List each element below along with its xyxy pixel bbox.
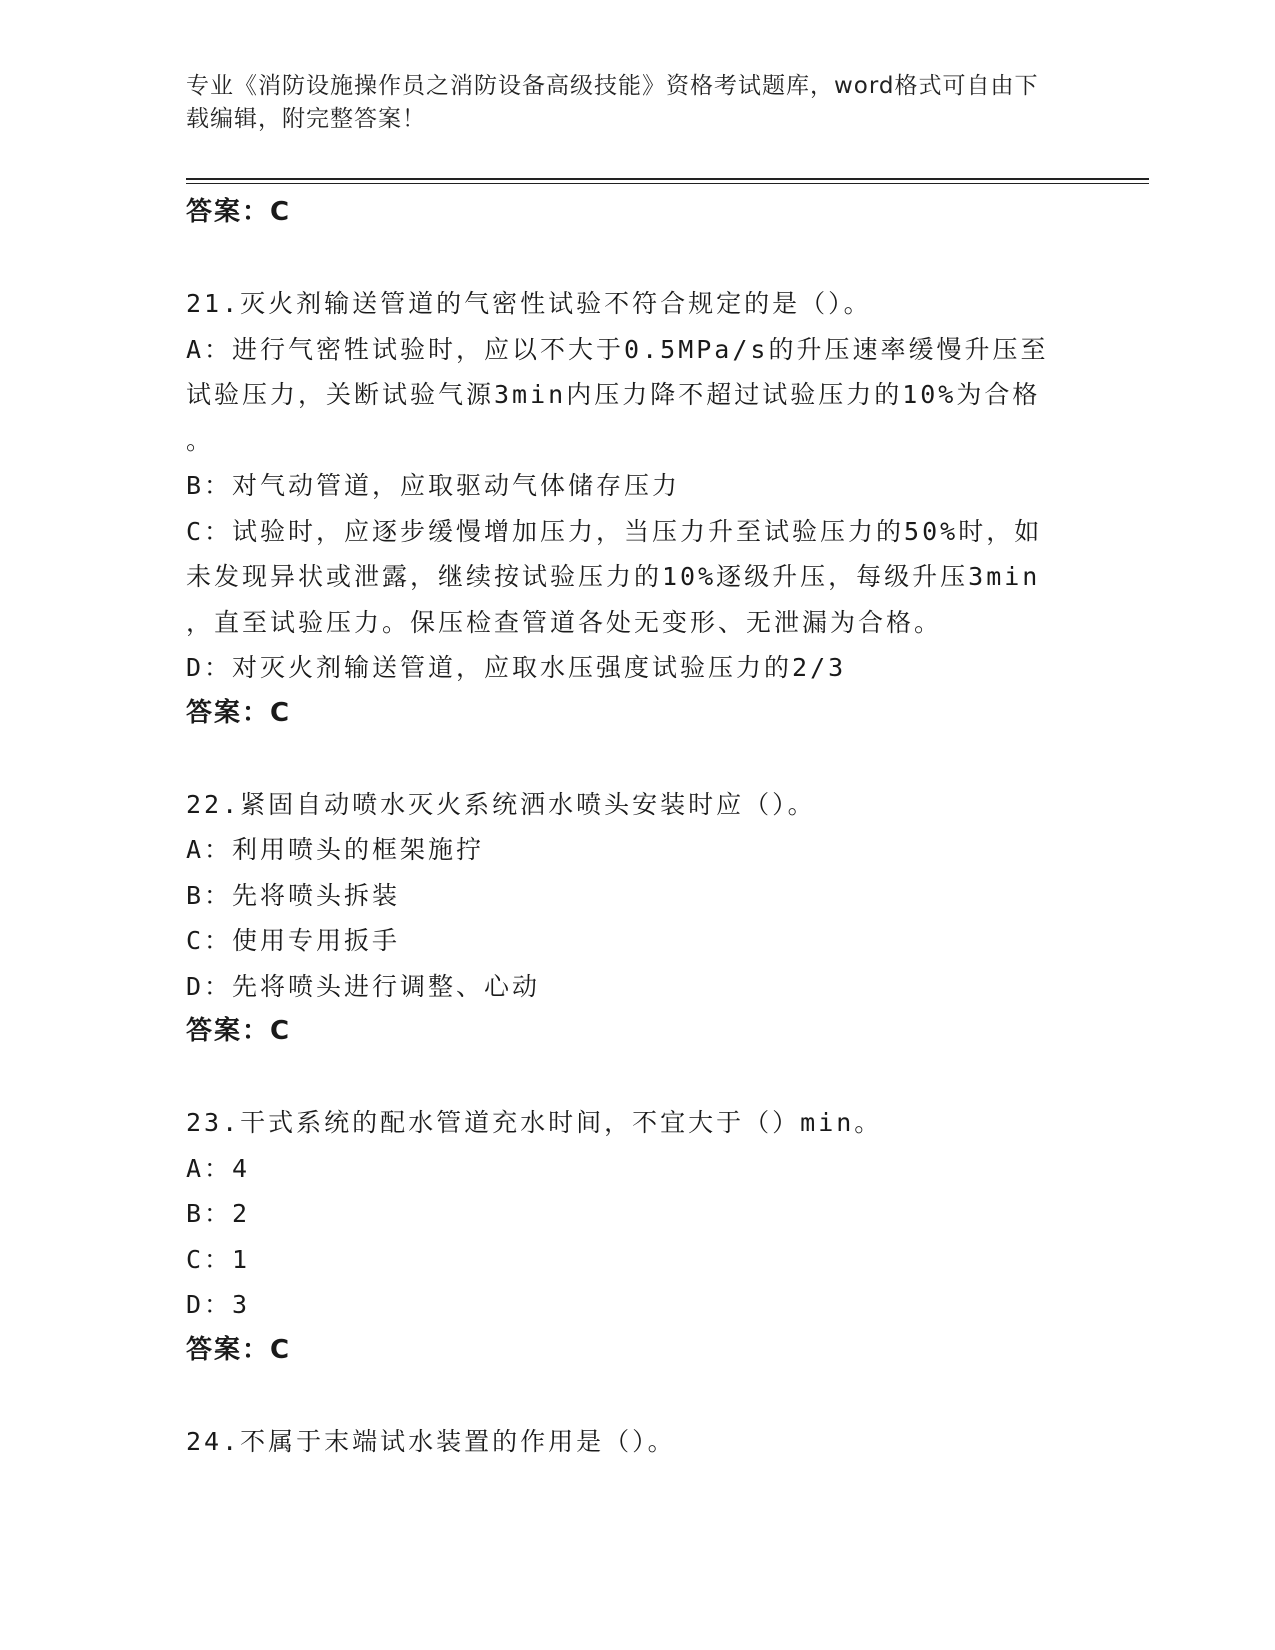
option-line: B：先将喷头拆装 [186,880,401,910]
option-line: C：使用专用扳手 [186,926,401,955]
option-line: C：1 [186,1244,251,1274]
option-line: A：进行气密牲试验时，应以不大于0.5MPa/s的升压速率缓慢升压至 [186,334,1049,364]
header-line-2: 载编辑，附完整答案！ [186,106,426,132]
question-stem: 23.干式系统的配水管道充水时间，不宜大于（）min。 [186,1108,883,1137]
question-list [186,190,1086,1464]
option-line: 。 [186,425,215,455]
question-block [186,782,1086,1055]
option-line: 未发现异状或泄露，继续按试验压力的10%逐级升压，每级升压3min [186,562,1041,591]
question-stem: 21.灭火剂输送管道的气密性试验不符合规定的是（）。 [186,289,872,318]
option-line: 试验压力，关断试验气源3min内压力降不超过试验压力的10%为合格 [186,380,1041,409]
header-divider-thin [186,183,1149,184]
question-block [186,1100,1086,1373]
question-block [186,1419,1086,1465]
answer-line: 答案：C [186,697,292,728]
option-line: D：先将喷头进行调整、心动 [186,971,541,1001]
header-line-1: 专业《消防设施操作员之消防设备高级技能》资格考试题库，word格式可自由下 [186,73,1039,99]
question-block [186,281,1086,736]
header-divider-thick [186,178,1149,180]
option-line: B：2 [186,1199,251,1228]
question-stem: 24.不属于末端试水装置的作用是（）。 [186,1426,676,1456]
option-line: B：对气动管道，应取驱动气体储存压力 [186,471,681,500]
option-line: D：对灭火剂输送管道，应取水压强度试验压力的2/3 [186,653,847,682]
option-line: D：3 [186,1290,251,1319]
option-line: ，直至试验压力。保压检查管道各处无变形、无泄漏为合格。 [186,607,943,637]
answer-line: 答案：C [186,1016,292,1046]
option-line: A：利用喷头的框架施拧 [186,835,485,864]
previous-answer: 答案：C [186,197,292,227]
option-line: C：试验时，应逐步缓慢增加压力，当压力升至试验压力的50%时，如 [186,516,1043,546]
option-line: A：4 [186,1153,251,1183]
question-stem: 22.紧固自动喷水灭火系统洒水喷头安装时应（）。 [186,789,816,819]
answer-line: 答案：C [186,1334,292,1365]
document-header [186,70,1066,136]
